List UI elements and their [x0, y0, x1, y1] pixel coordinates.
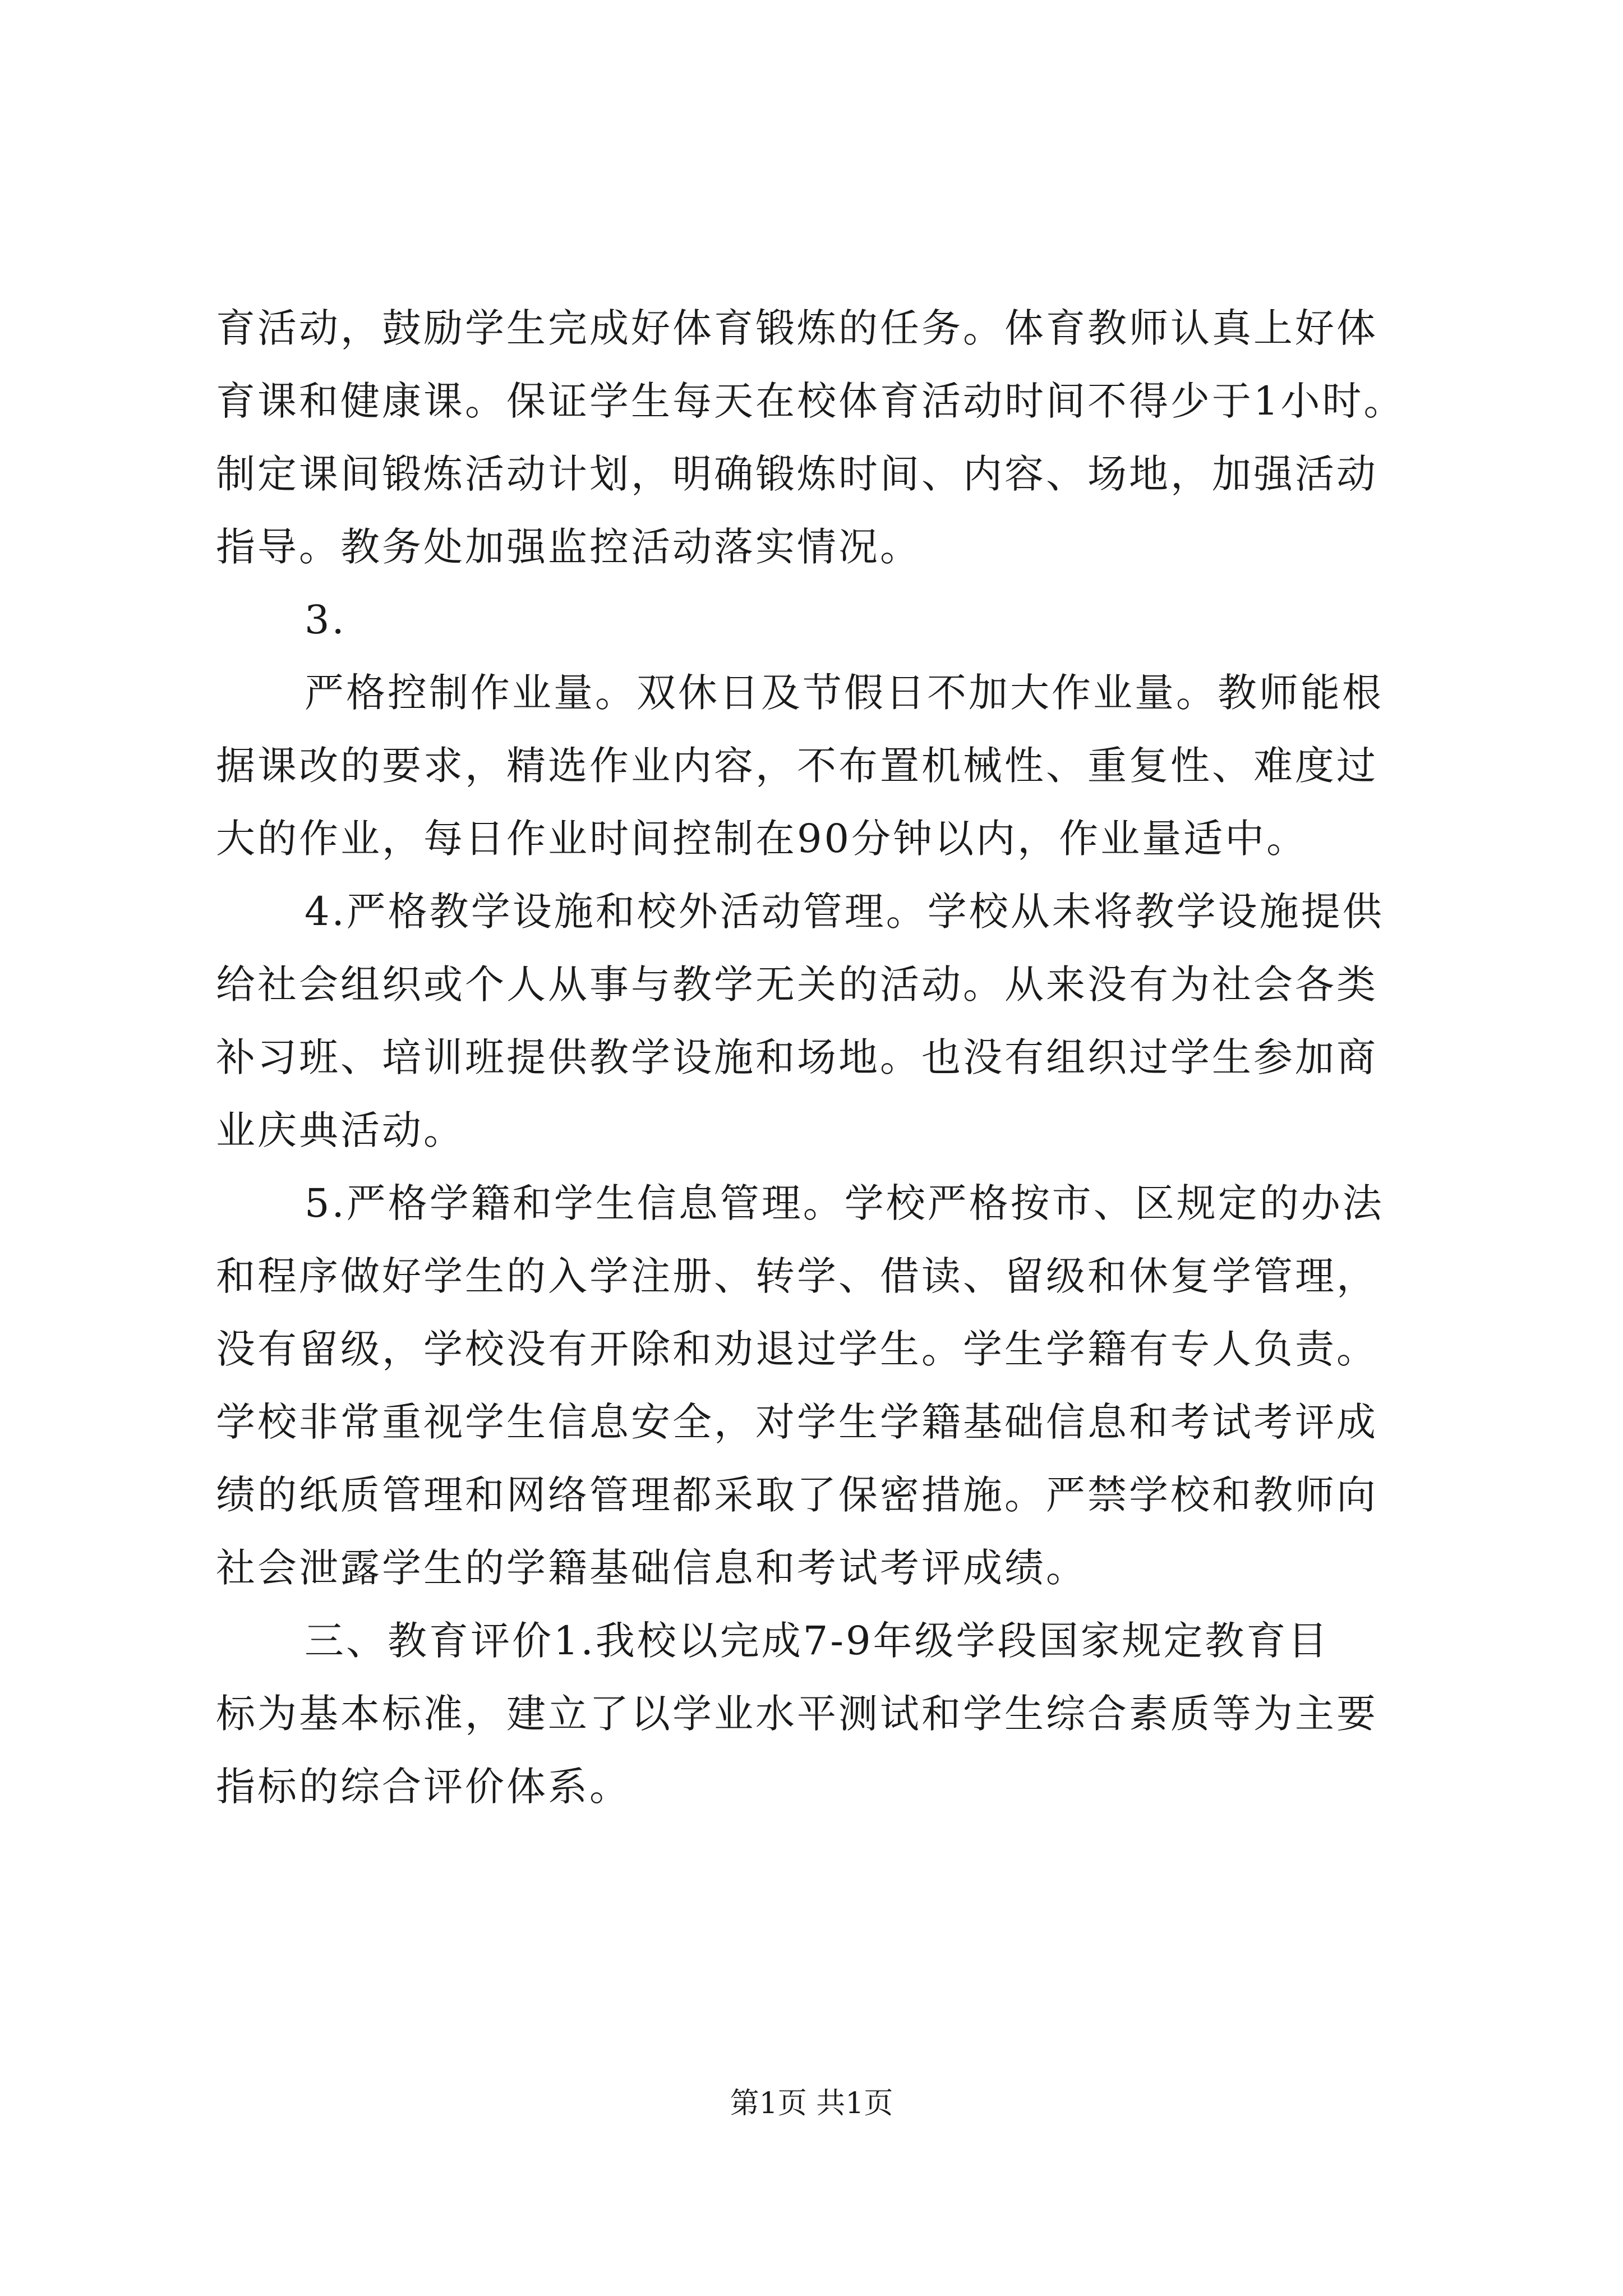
- text-line: 和程序做好学生的入学注册、转学、借读、留级和休复学管理，: [216, 1253, 1378, 1299]
- text-line: 指导。教务处加强监控活动落实情况。: [216, 524, 921, 570]
- text-line: 补习班、培训班提供教学设施和场地。也没有组织过学生参加商: [216, 1034, 1378, 1080]
- text-line: 社会泄露学生的学籍基础信息和考试考评成绩。: [216, 1545, 1087, 1591]
- text-line: 标为基本标准，建立了以学业水平测试和学生综合素质等为主要: [216, 1691, 1378, 1737]
- text-line: 没有留级，学校没有开除和劝退过学生。学生学籍有专人负责。: [216, 1326, 1378, 1372]
- paragraph-start: 5.严格学籍和学生信息管理。学校严格按市、区规定的办法: [305, 1180, 1384, 1226]
- paragraph-start: 严格控制作业量。双休日及节假日不加大作业量。教师能根: [305, 670, 1384, 716]
- text-line: 制定课间锻炼活动计划，明确锻炼时间、内容、场地，加强活动: [216, 451, 1378, 497]
- text-line: 据课改的要求，精选作业内容，不布置机械性、重复性、难度过: [216, 743, 1378, 789]
- paragraph-start: 4.严格教学设施和校外活动管理。学校从未将教学设施提供: [305, 889, 1384, 935]
- document-body: [216, 292, 1472, 1823]
- text-line: 育活动，鼓励学生完成好体育锻炼的任务。体育教师认真上好体: [216, 305, 1378, 351]
- paragraph-start: 三、教育评价1.我校以完成7-9年级学段国家规定教育目: [305, 1618, 1330, 1664]
- text-line: 大的作业，每日作业时间控制在90分钟以内，作业量适中。: [216, 816, 1308, 862]
- text-line: 育课和健康课。保证学生每天在校体育活动时间不得少于1小时。: [216, 378, 1405, 424]
- text-line: 学校非常重视学生信息安全，对学生学籍基础信息和考试考评成: [216, 1399, 1378, 1445]
- text-line: 指标的综合评价体系。: [216, 1764, 631, 1810]
- page-footer: 第1页 共1页: [730, 2087, 893, 2120]
- text-line: 绩的纸质管理和网络管理都采取了保密措施。严禁学校和教师向: [216, 1472, 1378, 1518]
- section-number: 3.: [305, 597, 347, 643]
- text-line: 给社会组织或个人从事与教学无关的活动。从来没有为社会各类: [216, 961, 1378, 1007]
- text-line: 业庆典活动。: [216, 1107, 465, 1153]
